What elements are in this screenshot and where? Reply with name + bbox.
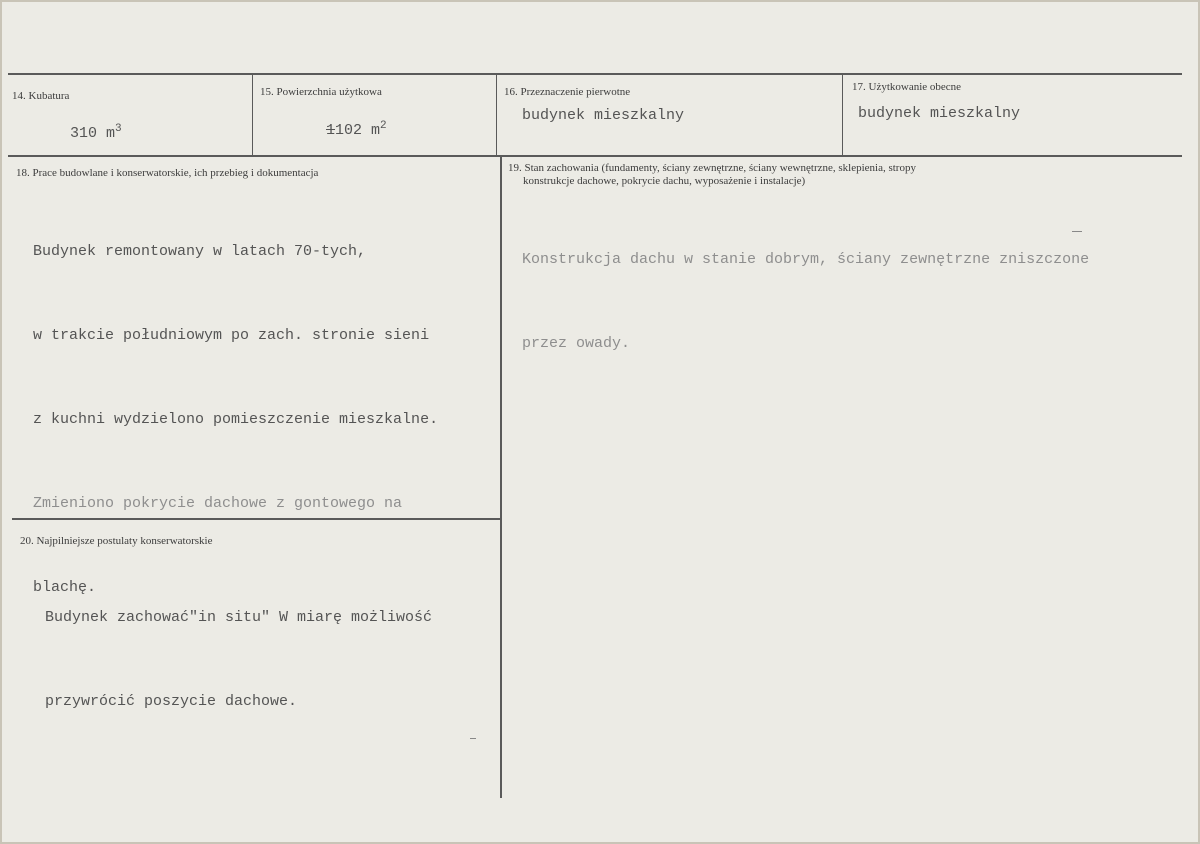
stray-mark xyxy=(470,738,476,739)
field-20-label: 20. Najpilniejsze postulaty konserwatorskie xyxy=(20,535,213,547)
field-14-exponent: 3 xyxy=(115,123,122,135)
field-14-value xyxy=(70,120,122,148)
divider-16-17 xyxy=(842,75,843,155)
field-17-value: budynek mieszkalny xyxy=(858,105,1021,122)
field-14-number: 310 m xyxy=(70,125,116,142)
field-19-label xyxy=(508,162,916,188)
field-15-label: 15. Powierzchnia użytkowa xyxy=(260,86,382,98)
field-18-line: Budynek remontowany w latach 70-tych, xyxy=(33,243,367,260)
field-20-text xyxy=(45,548,432,772)
field-19-line: Konstrukcja dachu w stanie dobrym, ściany zewnętrzne zniszczone xyxy=(522,251,1090,268)
field-15-number: 102 m xyxy=(335,122,381,139)
field-18-line: z kuchni wydzielono pomieszczenie mieszkalne. xyxy=(33,411,439,428)
field-14-label: 14. Kubatura xyxy=(12,90,70,102)
field-15-exponent: 2 xyxy=(380,120,387,132)
field-19-label-line: konstrukcje dachowe, pokrycie dachu, wyposażenie i instalacje) xyxy=(523,175,806,187)
field-18-line: Zmieniono pokrycie dachowe z gontowego na xyxy=(33,495,403,512)
field-18-label: 18. Prace budowlane i konserwatorskie, ich przebieg i dokumentacja xyxy=(16,167,319,179)
field-19-text xyxy=(522,190,1089,414)
field-19-line: przez owady. xyxy=(522,335,631,352)
stray-mark xyxy=(1072,231,1082,232)
field-20-line: Budynek zachować"in situ" W miarę możliwość xyxy=(45,609,433,626)
field-20-line: przywrócić poszycie dachowe. xyxy=(45,693,298,710)
field-19-label-line: 19. Stan zachowania (fundamenty, ściany zewnętrzne, ściany wewnętrzne, sklepienia, stropy xyxy=(508,162,916,174)
divider-15-16 xyxy=(496,75,497,155)
field-16-label: 16. Przeznaczenie pierwotne xyxy=(504,86,631,98)
row-rule xyxy=(8,155,1182,157)
field-15-value xyxy=(326,117,387,145)
field-15-strike: 1 xyxy=(326,122,336,139)
field-17-label: 17. Użytkowanie obecne xyxy=(852,81,962,93)
top-rule xyxy=(8,73,1182,75)
field-18-line: w trakcie południowym po zach. stronie sieni xyxy=(33,327,430,344)
divider-14-15 xyxy=(252,75,253,155)
divider-main xyxy=(500,157,502,798)
field-16-value: budynek mieszkalny xyxy=(522,107,685,124)
field-18-line: blachę. xyxy=(33,579,97,596)
